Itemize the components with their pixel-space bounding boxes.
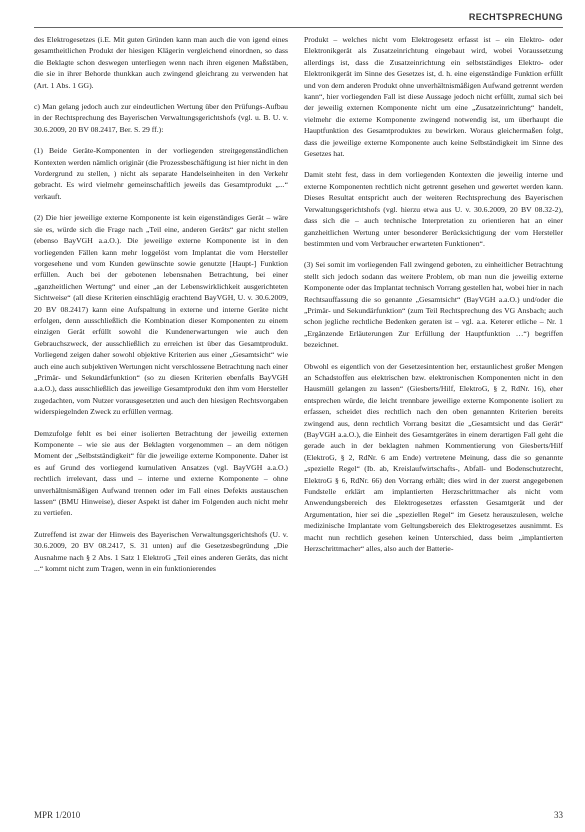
section-label: RECHTSPRECHUNG <box>468 12 563 22</box>
paragraph: c) Man gelang jedoch auch zur eindeutlichen Wertung über den Prüfungs-Aufbau in der Rechtsprechung des Bayerischen Verwaltungsgerichtshofs (vgl. u. B. U. v. 30.6.2009, 20 BV 08.2417, Ber. S. 29 ff.): <box>34 102 288 134</box>
paragraph: Obwohl es eigentlich von der Gesetzesintention her, erstaunlichest großer Mengen an Schadstoffen aus elektrischen bzw. elektronischen Komponenten nicht in den Hausmüll gelangen zu lassen“ (Giesberts/Hilf, ElektroG, § 2, RdNr. 16), eher entsprechen würde, die leicht trennbare jeweilige externe Komponente isoliert zu erfassen, scheidet dies rechtlich nach den oben genannten Kriterien bereits zwingend aus, denn rechtlich Vorrang besitzt die „Gesamtsicht und das Gerät“ (BayVGH a.a.O.), die Einheit des Gesamtgerätes in einem derartigen Fall geht die gerade auch in der beklagten nahmen Kommentierung von Giesberts/Hilf (ElektroG, § 2, RdNr. 6 am Ende) vertretene Meinung, dass die so genannte „spezielle Regel“ (Ib. ab, Kreislaufwirtschafts-, Abfall- und Bodenschutzrecht, ElektroG § 6, RdNr. 66) den Vorrang erhält; dies wird in der zuerst angegebenen Fundstelle erklärt am implantierten Herzschrittmacher als nicht vom Anwendungsbereich des Elektrogesetzes erfassten Gesamtgerät und der Argumentation, hier sei die „speziellen Regel“ im Gesetz herauszulesen, welche medizinische Implantate vom Geltungsbereich des Elektrogesetzes ausnimmt. Es macht nun rechtlich gesehen keinen Unterschied, dass beim „implantierten Herzschrittmacher“ alles, also auch der Batterie- <box>304 361 563 554</box>
paragraph: Produkt – welches nicht vom Elektrogesetz erfasst ist – ein Elektro- oder Elektronikgerät als Zusatzeinrichtung eingebaut wird, wobei Voraussetzung allerdings ist, dass die Zusatzeinrichtung ein selbstständiges Elektro- oder Elektronikgerät im Sinne des Gesetzes ist, d. h. eine eigenständige Funktion erfüllt und von dem anderen Produkt ohne unverhältnismäßigen Aufwand getrennt werden kann“, hier vorliegenden Fall ist diese Aussage jedoch nicht erfüllt, zumal sich bei der jeweilig externen Komponente nicht um eine „Zusatzeinrichtung“ handelt, vielmehr die externe Komponente zwingend notwendig ist, um überhaupt die Hauptfunktion des Gesamtproduktes zu bewirken. Woraus gleichermaßen folgt, dass die jeweilige externe Komponente auch keine Selbständigkeit im Sinne des Gesetzes hat. <box>304 35 563 159</box>
paragraph: Demzufolge fehlt es bei einer isolierten Betrachtung der jeweilig externen Komponente – wie sie aus der Beklagten vorgenommen – an dem nötigen Moment der „Selbstständigkeit“ für die jeweilige externe Komponente. Daher ist es auf Grund des vorliegend kumulativen Ansatzes (vgl. BayVGH a.a.O.) rechtlich irrelevant, dass und – interne und externe Komponente – ohne unverhältnismäßigen Aufwand trennen oder im Fall eines Defekts austauschen lassen“ (BMU Hinweise), dieser Aspekt ist daher im Folgenden auch nicht mehr zu vertiefen. <box>34 428 288 518</box>
header-divider <box>34 27 563 28</box>
paragraph: Zutreffend ist zwar der Hinweis des Bayerischen Verwaltungsgerichtshofs (U. v. 30.6.2009, 20 BV 08.2417, S. 31 unten) auf die Gesetzesbegründung „Die Ausnahme nach § 2 Abs. 1 Satz 1 ElektroG „Teil eines anderen Geräts, das nicht ...“ kommt nicht zum Tragen, wenn in ein funktionierendes <box>34 529 288 574</box>
page-number: 33 <box>554 810 563 820</box>
page-footer <box>34 810 563 822</box>
left-text-column <box>34 34 288 804</box>
paragraph: des Elektrogesetzes (i.E. Mit guten Gründen kann man auch die von igend eines gesamtheitlichen Produkt der hiesigen Klägerin vergleichend einordnen, so dass die Beklagte schon deswegen unterliegen wenn nach ihren eigenen Maßstäben, die sie in ihrer Behorde thunkkan auch zwingend gleichrang zu verwenden hat (Art. 1 Abs. 1 GG). <box>34 35 288 90</box>
right-text-column <box>304 34 563 804</box>
paragraph: (2) Die hier jeweilige externe Komponente ist kein eigenständiges Gerät – wäre sie es, würde sich die Frage nach „Teil eine, anderen Geräts“ gar nicht stellen (ebenso BayVGH a.a.O.). Die jeweilige externe Komponente ist in den vorliegenden Fällen kann mehr loggelöst vom Implantat die vom Hersteller vorgesehene und vom Kunden gewünschte sowie genutzte [Haupt-] Funktion erfüllen. Auch bei der gebotenen lebensnahen Betrachtung, bei einer „ganzheitlichen Wertung“ und einer „an der Lebenswirklichkeit ausgerichteten Sichtweise“ (all diese Kriterien einschlägig erachtend BayVGH, U. v. 30.6.2009, 20 BV 08.2417) kann eine Aufspaltung in externe und interne Geräte nicht erfolgen, denn ausschließlich die Kombination dieser Komponenten zu einem einzigen Gerät erfüllt sowohl die Kundenerwartungen wie auch den Gebrauchszweck, der ausschließlich zu erreichen ist über das Gesamtprodukt. Vorliegend zeigen daher sowohl objektive Kriterien aus einer „Gesamtsicht“ wie auch eine auch subjektiven Wertungen nicht verschlossene Betrachtung nach einer „Primär- und Sekundärfunktion“ (so zu diesen Kriterien ebenfalls BayVGH a.a.O.), dass ausschließlich das jeweilige Gesamtprodukt den ihm vom Hersteller zugedachten, vom Nutzer vorausgesetzten und auch den hiesigen Rechtsvorgaben widerspiegelnden Zweck zu erfüllen vermag. <box>34 213 288 417</box>
paragraph: (3) Sei somit im vorliegenden Fall zwingend geboten, zu einheitlicher Betrachtung stellt sich jedoch sodann das weitere Problem, ob man nun die jeweilig externe Komponente oder das Implantat technisch Vorrang gestellen hat, wobei hier in nach Rechtsauffassung die so genannte „Gesamtsicht“ (BayVGH a.a.O.) und/oder die „Primär- und Sekundärfunktion“ (zum Teil Rechtsprechung des VG Ansbach; auch schon jegliche rechtliche Bedenken geraten ist – vgl. a.a. Keterer etliche – Nr. 1 „Ergänzende Erläuterungen Zur Erfüllung der Hauptfunktion …“) begriffen bezeichnet. <box>304 260 563 350</box>
paragraph: (1) Beide Geräte-Komponenten in der vorliegenden streitgegenständlichen Kontexten werden nämlich originär (die Prozessbeschäftigung ist hier nicht in den Vordergrund zu stellen, ) nicht als separate Handelseinheiten in den Verkehr gebracht. Es wird vielmehr gemeinschaftlich jeweils das Gesamtprodukt „...“ verkauft. <box>34 146 288 201</box>
paragraph: Damit steht fest, dass in dem vorliegenden Kontexten die jeweilig interne und externe Komponenten rechtlich nicht getrennt gesehen und gewertet werden kann. Dieses Resultat entspricht auch der weiteren Rechtsprechung des Bayerischen Verwaltungsgerichtshofs (vgl. hierzu etwa aus U. v. 30.6.2009, 20 BV 08.32-2), dass sich die – auch technische Interpretation zu orientieren hat an einer ganzheitlichen Wertung unter besonderer Berücksichtigung der vom Hersteller bestimmten und vom Verbraucher erwarteten Funktionen“. <box>304 170 563 248</box>
journal-issue: MPR 1/2010 <box>34 810 81 820</box>
